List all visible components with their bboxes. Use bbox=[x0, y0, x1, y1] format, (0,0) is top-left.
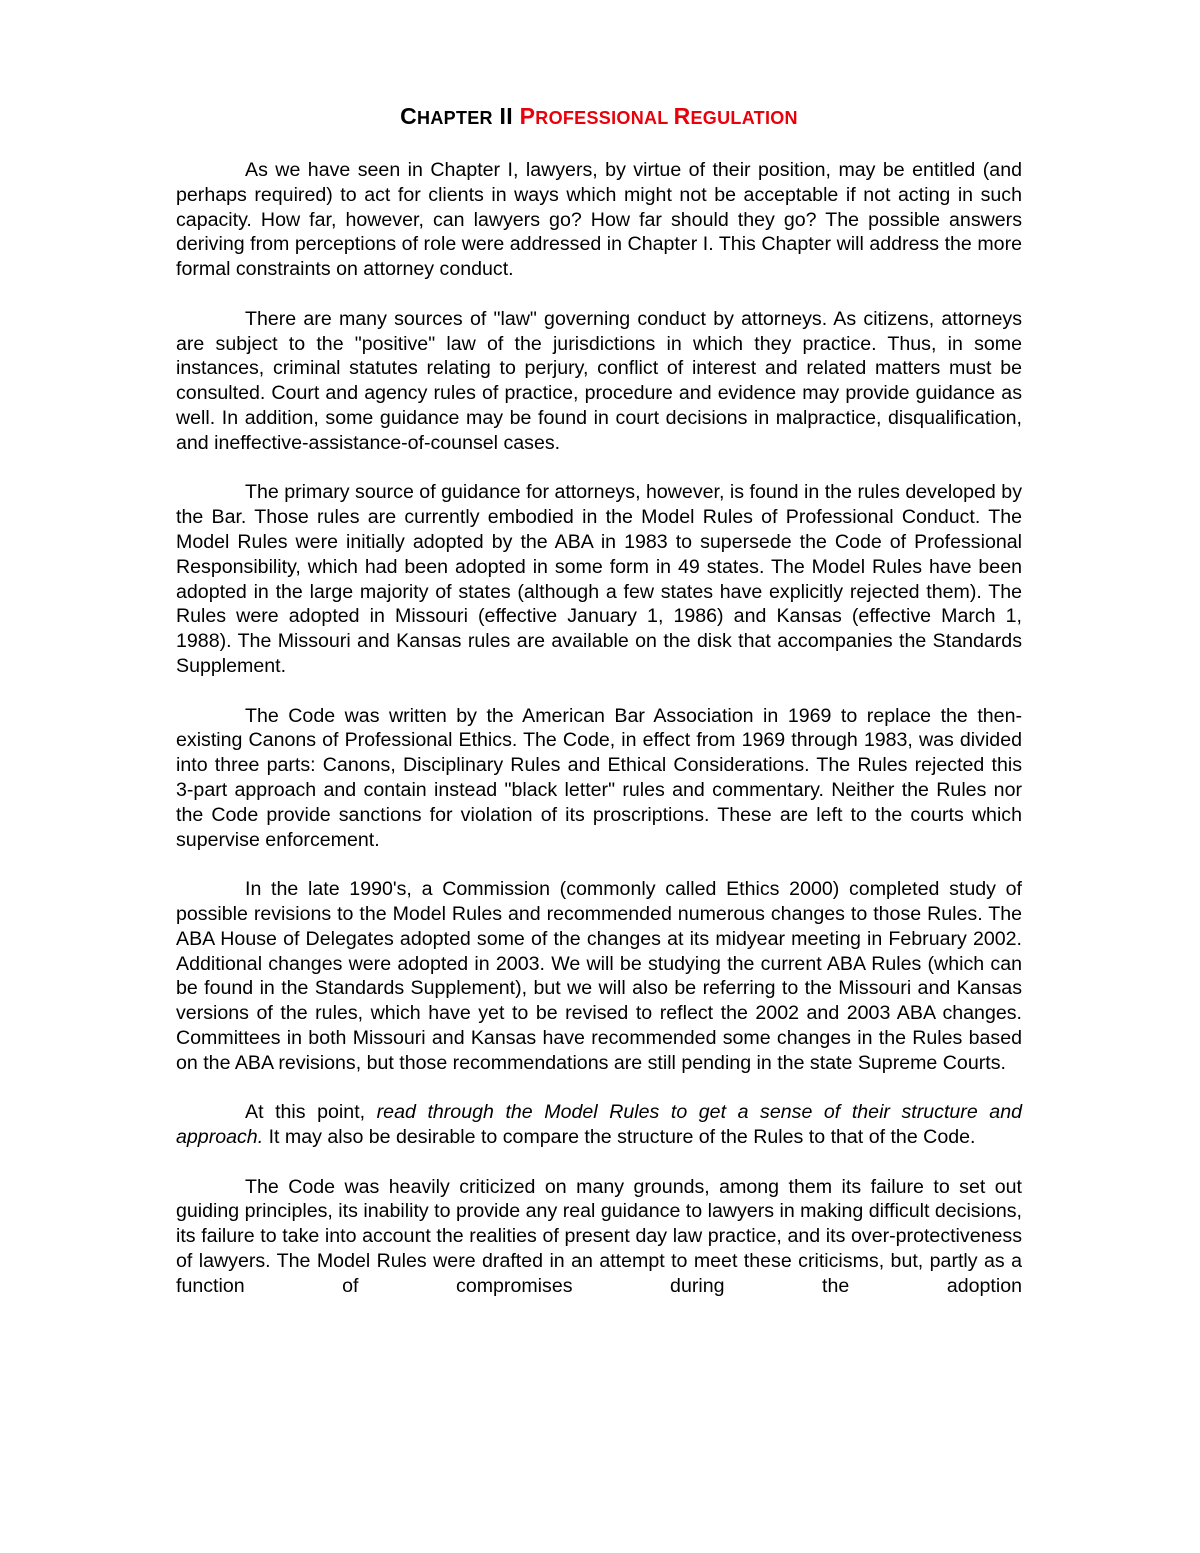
title-professional-initial: P bbox=[519, 103, 536, 129]
page-content bbox=[176, 100, 1022, 1323]
page-title bbox=[176, 100, 1022, 134]
paragraph-2: There are many sources of "law" governing conduct by attorneys. As citizens, attorneys are subject to the "positive" law of the jurisdictions in which they practice. Thus, in some instances, criminal statutes relating to perjury, conflict of interest and related matters must be consulted. Court and agency rules of practice, procedure and evidence may provide guidance as well. In addition, some guidance may be found in court decisions in malpractice, disqualification, and ineffective-assistance-of-counsel cases. bbox=[176, 307, 1022, 454]
title-chapter-initial: C bbox=[400, 103, 418, 129]
paragraph-7: The Code was heavily criticized on many grounds, among them its failure to set out guiding principles, its inability to provide any real guidance to lawyers in making difficult decisions, its failure to take into account the realities of present day law practice, and its over-protectiveness of lawyers. The Model Rules were drafted in an attempt to meet these criticisms, but, partly as a function of compromises during the adoption bbox=[176, 1175, 1022, 1297]
paragraph-6 bbox=[176, 1100, 1022, 1150]
title-regulation-initial: R bbox=[673, 103, 691, 129]
paragraph-6-emphasis: read through the Model Rules to get a sense of their structure and approach. bbox=[176, 1101, 1022, 1149]
title-professional-rest: ROFESSIONAL bbox=[535, 108, 669, 128]
paragraph-6-lead: At this point, bbox=[245, 1101, 377, 1124]
paragraph-6-tail: It may also be desirable to compare the structure of the Rules to that of the Code. bbox=[263, 1126, 976, 1149]
title-chapter-rest: HAPTER bbox=[417, 108, 493, 128]
title-chapter-number: II bbox=[492, 103, 520, 129]
paragraph-5: In the late 1990's, a Commission (commonly called Ethics 2000) completed study of possible revisions to the Model Rules and recommended numerous changes to those Rules. The ABA House of Delegates adopted some of the changes at its midyear meeting in February 2002. Additional changes were adopted in 2003. We will be studying the current ABA Rules (which can be found in the Standards Supplement), but we will also be referring to the Missouri and Kansas versions of the rules, which have yet to be revised to reflect the 2002 and 2003 ABA changes. Committees in both Missouri and Kansas have recommended some changes in the Rules based on the ABA revisions, but those recommendations are still pending in the state Supreme Courts. bbox=[176, 878, 1022, 1074]
title-regulation-rest: EGULATION bbox=[690, 108, 798, 128]
paragraph-3: The primary source of guidance for attorneys, however, is found in the rules developed by the Bar. Those rules are currently embodied in the Model Rules of Professional Conduct. The Model Rules were initially adopted by the ABA in 1983 to supersede the Code of Professional Responsibility, which had been adopted in some form in 49 states. The Model Rules have been adopted in the large majority of states (although a few states have explicitly rejected them). The Rules were adopted in Missouri (effective January 1, 1986) and Kansas (effective March 1, 1988). The Missouri and Kansas rules are available on the disk that accompanies the Standards Supplement. bbox=[176, 481, 1022, 677]
paragraph-1: As we have seen in Chapter I, lawyers, by virtue of their position, may be entitled (and perhaps required) to act for clients in ways which might not be acceptable if not acting in such capacity. How far, however, can lawyers go? How far should they go? The possible answers deriving from perceptions of role were addressed in Chapter I. This Chapter will address the more formal constraints on attorney conduct. bbox=[176, 159, 1022, 281]
paragraph-4: The Code was written by the American Bar Association in 1969 to replace the then-existing Canons of Professional Ethics. The Code, in effect from 1969 through 1983, was divided into three parts: Canons, Disciplinary Rules and Ethical Considerations. The Rules rejected this 3-part approach and contain instead "black letter" rules and commentary. Neither the Rules nor the Code provide sanctions for violation of its proscriptions. These are left to the courts which supervise enforcement. bbox=[176, 704, 1022, 851]
